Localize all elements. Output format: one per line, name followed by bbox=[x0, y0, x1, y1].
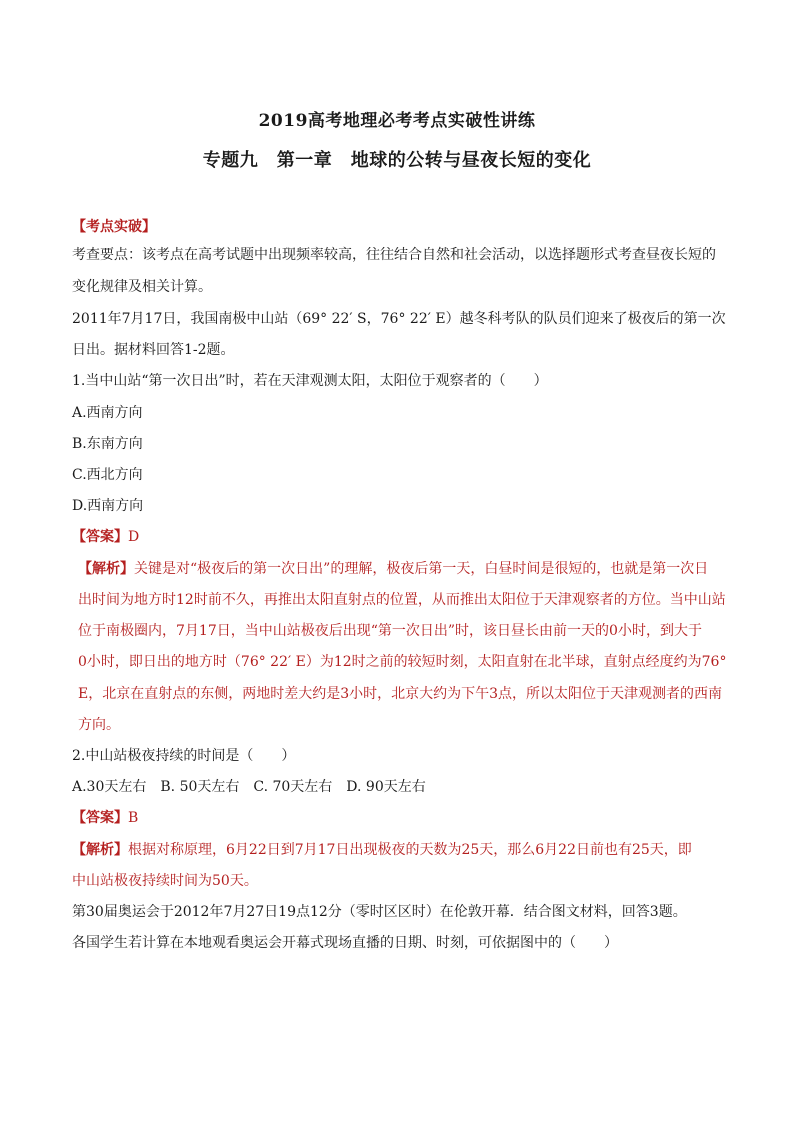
answer-tag: 【答案】 bbox=[72, 529, 128, 545]
document-title: 2019高考地理必考考点实破性讲练 bbox=[258, 111, 536, 131]
question-1-option-a: A.西南方向 bbox=[72, 405, 143, 421]
question-1-analysis-line-3: 位于南极圈内，7月17日，当中山站极夜后出现“第一次日出”时，该日昼长由前一天的0小时，到大于 bbox=[78, 623, 702, 639]
question-1-answer bbox=[72, 528, 139, 546]
question-1-analysis-line-4: 0小时，即日出的地方时（76° 22′ E）为12时之前的较短时刻，太阳直射在北半球，直射点经度约为76° bbox=[78, 654, 727, 670]
question-3-intro: 第30届奥运会于2012年7月27日19点12分（零时区区时）在伦敦开幕．结合图文材料，回答3题。 bbox=[72, 904, 687, 920]
question-2-analysis-line-2: 中山站极夜持续时间为50天。 bbox=[72, 873, 258, 889]
question-1-analysis-line-5: E，北京在直射点的东侧，两地时差大约是3小时，北京大约为下午3点，所以太阳位于天津观测者的西南 bbox=[78, 686, 723, 702]
question-2-stem: 2.中山站极夜持续的时间是（ ） bbox=[72, 748, 296, 764]
document-subtitle: 专题九 第一章 地球的公转与昼夜长短的变化 bbox=[202, 150, 592, 171]
question-2-options: A.30天左右 B. 50天左右 C. 70天左右 D. 90天左右 bbox=[72, 779, 426, 795]
analysis-tag: 【解析】 bbox=[72, 842, 128, 858]
answer-tag: 【答案】 bbox=[72, 810, 128, 826]
question-1-stem: 1.当中山站“第一次日出”时，若在天津观测太阳，太阳位于观察者的（ ） bbox=[72, 373, 548, 389]
material-intro-line-2: 日出。据材料回答1-2题。 bbox=[72, 342, 235, 358]
material-intro-line-1: 2011年7月17日，我国南极中山站（69° 22′ S，76° 22′ E）越冬科考队的队员们迎来了极夜后的第一次 bbox=[72, 311, 726, 327]
question-1-analysis-line-2: 出时间为地方时12时前不久，再推出太阳直射点的位置，从而推出太阳位于天津观察者的方位。当中山站 bbox=[78, 592, 726, 608]
question-1-option-b: B.东南方向 bbox=[72, 436, 143, 452]
answer-value: D bbox=[128, 529, 140, 545]
answer-value: B bbox=[128, 810, 139, 826]
question-1-option-c: C.西北方向 bbox=[72, 467, 143, 483]
question-1-option-d: D.西南方向 bbox=[72, 498, 144, 514]
key-points-line-1: 考查要点：该考点在高考试题中出现频率较高，往往结合自然和社会活动，以选择题形式考查昼夜长短的 bbox=[72, 247, 716, 263]
question-3-stem: 各国学生若计算在本地观看奥运会开幕式现场直播的日期、时刻，可依据图中的（ ） bbox=[72, 935, 618, 951]
question-2-analysis-line-1: 【解析】根据对称原理，6月22日到7月17日出现极夜的天数为25天，那么6月22日前也有25天，即 bbox=[72, 842, 692, 858]
analysis-tag: 【解析】 bbox=[78, 561, 134, 577]
question-1-analysis-line-6: 方向。 bbox=[78, 717, 120, 733]
section-heading: 【考点实破】 bbox=[72, 219, 156, 235]
question-2-answer bbox=[72, 809, 138, 827]
key-points-line-2: 变化规律及相关计算。 bbox=[72, 279, 212, 295]
question-1-analysis-line-1: 【解析】关键是对“极夜后的第一次日出”的理解，极夜后第一天，白昼时间是很短的，也就是第一次日 bbox=[78, 561, 709, 577]
